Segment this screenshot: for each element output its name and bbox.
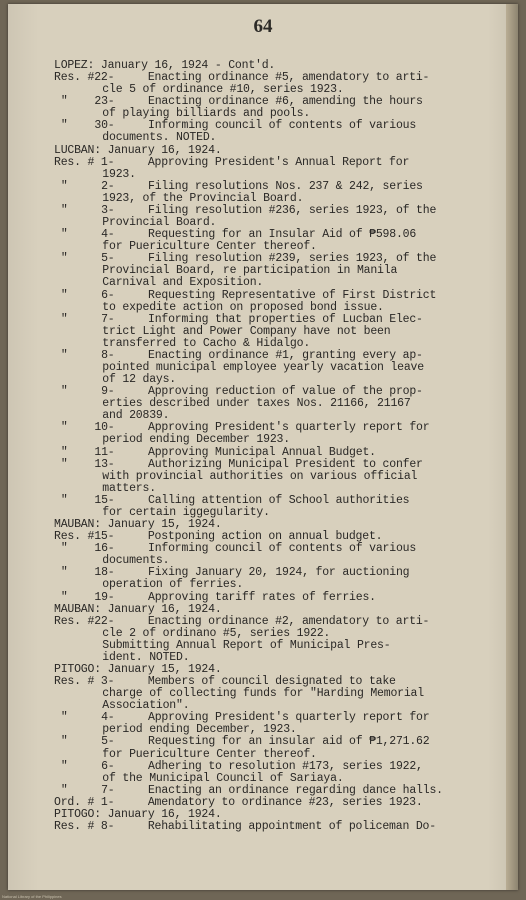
- text-line: PITOGO: January 15, 1924.: [54, 663, 222, 676]
- text-line: of the Municipal Council of Sariaya.: [102, 771, 344, 785]
- text-line: " 13- Authorizing Municipal President to confer: [60, 457, 423, 471]
- text-line: 1923, of the Provincial Board.: [102, 191, 304, 205]
- scan-footer-note: National Library of the Philippines: [2, 894, 62, 899]
- text-line: trict Light and Power Company have not been: [102, 324, 391, 338]
- text-line: Res. #22- Enacting ordinance #5, amendatory to arti-: [54, 71, 430, 85]
- text-line: transferred to Cacho & Hidalgo.: [102, 336, 311, 350]
- text-line: operation of ferries.: [102, 578, 244, 592]
- text-line: " 4- Requesting for an Insular Aid of ₱598.06: [60, 228, 417, 242]
- text-line: " 6- Requesting Representative of First District: [60, 288, 437, 302]
- text-line: " 18- Fixing January 20, 1924, for auctioning: [60, 566, 410, 580]
- text-line: " 15- Calling attention of School authorities: [60, 493, 410, 507]
- text-line: Submitting Annual Report of Municipal Pres-: [102, 638, 391, 652]
- text-line: " 16- Informing council of contents of various: [60, 542, 417, 556]
- text-line: Provincial Board, re participation in Manila: [102, 264, 398, 278]
- text-line: Carnival and Exposition.: [102, 276, 264, 290]
- text-line: " 4- Approving President's quarterly report for: [60, 711, 430, 725]
- text-line: Res. # 3- Members of council designated to take: [54, 675, 396, 689]
- text-line: and 20839.: [102, 409, 170, 423]
- text-line: Res. #22- Enacting ordinance #2, amendatory to arti-: [54, 614, 430, 628]
- text-line: 1923.: [102, 167, 136, 181]
- text-line: documents.: [102, 554, 170, 568]
- text-line: matters.: [102, 481, 156, 495]
- text-line: charge of collecting funds for "Harding Memorial: [102, 687, 424, 701]
- text-line: " 7- Enacting an ordinance regarding dance halls.: [60, 783, 443, 797]
- text-line: " 6- Adhering to resolution #173, series 1922,: [60, 759, 423, 773]
- text-line: MAUBAN: January 16, 1924.: [54, 602, 222, 616]
- text-line: LUCBAN: January 16, 1924.: [54, 143, 222, 157]
- text-line: erties described under taxes Nos. 21166, 21167: [102, 397, 411, 411]
- text-line: " 10- Approving President's quarterly report for: [60, 421, 430, 435]
- text-line: " 30- Informing council of contents of various: [60, 119, 417, 133]
- text-line: Res. # 8- Rehabilitating appointment of policeman Do-: [54, 820, 436, 834]
- text-line: " 19- Approving tariff rates of ferries.: [60, 590, 376, 604]
- text-line: to expedite action on proposed bond issue.: [102, 300, 384, 314]
- document-page: [8, 4, 518, 890]
- text-line: Res. #15- Postponing action on annual budget.: [54, 530, 383, 544]
- text-line: LOPEZ: January 16, 1924 - Cont'd.: [54, 59, 276, 72]
- text-line: of 12 days.: [102, 373, 177, 387]
- text-line: " 9- Approving reduction of value of the prop-: [60, 385, 423, 399]
- text-line: for Puericulture Center thereof.: [102, 240, 317, 254]
- text-line: ident. NOTED.: [102, 650, 190, 664]
- text-line: documents. NOTED.: [102, 131, 217, 145]
- text-line: " 5- Filing resolution #239, series 1923, of the: [60, 252, 437, 266]
- text-line: " 23- Enacting ordinance #6, amending the hours: [60, 95, 423, 109]
- text-line: cle 2 of ordinano #5, series 1922.: [102, 626, 331, 640]
- text-line: Ord. # 1- Amendatory to ordinance #23, series 1923.: [54, 795, 423, 809]
- text-line: " 11- Approving Municipal Annual Budget.: [60, 445, 376, 459]
- text-line: " 3- Filing resolution #236, series 1923, of the: [60, 203, 437, 217]
- text-line: of playing billiards and pools.: [102, 107, 311, 121]
- text-line: period ending December 1923.: [102, 433, 290, 447]
- text-line: " 2- Filing resolutions Nos. 237 & 242, series: [60, 179, 423, 193]
- text-line: " 7- Informing that properties of Lucban Elec-: [60, 312, 423, 326]
- text-line: pointed municipal employee yearly vacation leave: [102, 361, 424, 374]
- text-line: with provincial authorities on various official: [102, 469, 418, 483]
- text-line: Association".: [102, 699, 190, 713]
- text-line: cle 5 of ordinance #10, series 1923.: [102, 83, 344, 97]
- text-line: PITOGO: January 16, 1924.: [54, 807, 222, 821]
- text-line: for Puericulture Center thereof.: [102, 747, 317, 761]
- text-line: " 5- Requesting for an insular aid of ₱1,271.62: [60, 735, 430, 749]
- text-line: period ending December, 1923.: [102, 723, 297, 737]
- text-line: for certain iggegularity.: [102, 505, 270, 519]
- text-line: " 8- Enacting ordinance #1, granting every ap-: [60, 348, 423, 362]
- page-number: 64: [253, 16, 273, 37]
- text-line: Provincial Board.: [102, 216, 217, 230]
- text-line: Res. # 1- Approving President's Annual Report for: [54, 155, 410, 169]
- page-spine-shadow: [506, 4, 518, 890]
- text-line: MAUBAN: January 15, 1924.: [54, 518, 222, 532]
